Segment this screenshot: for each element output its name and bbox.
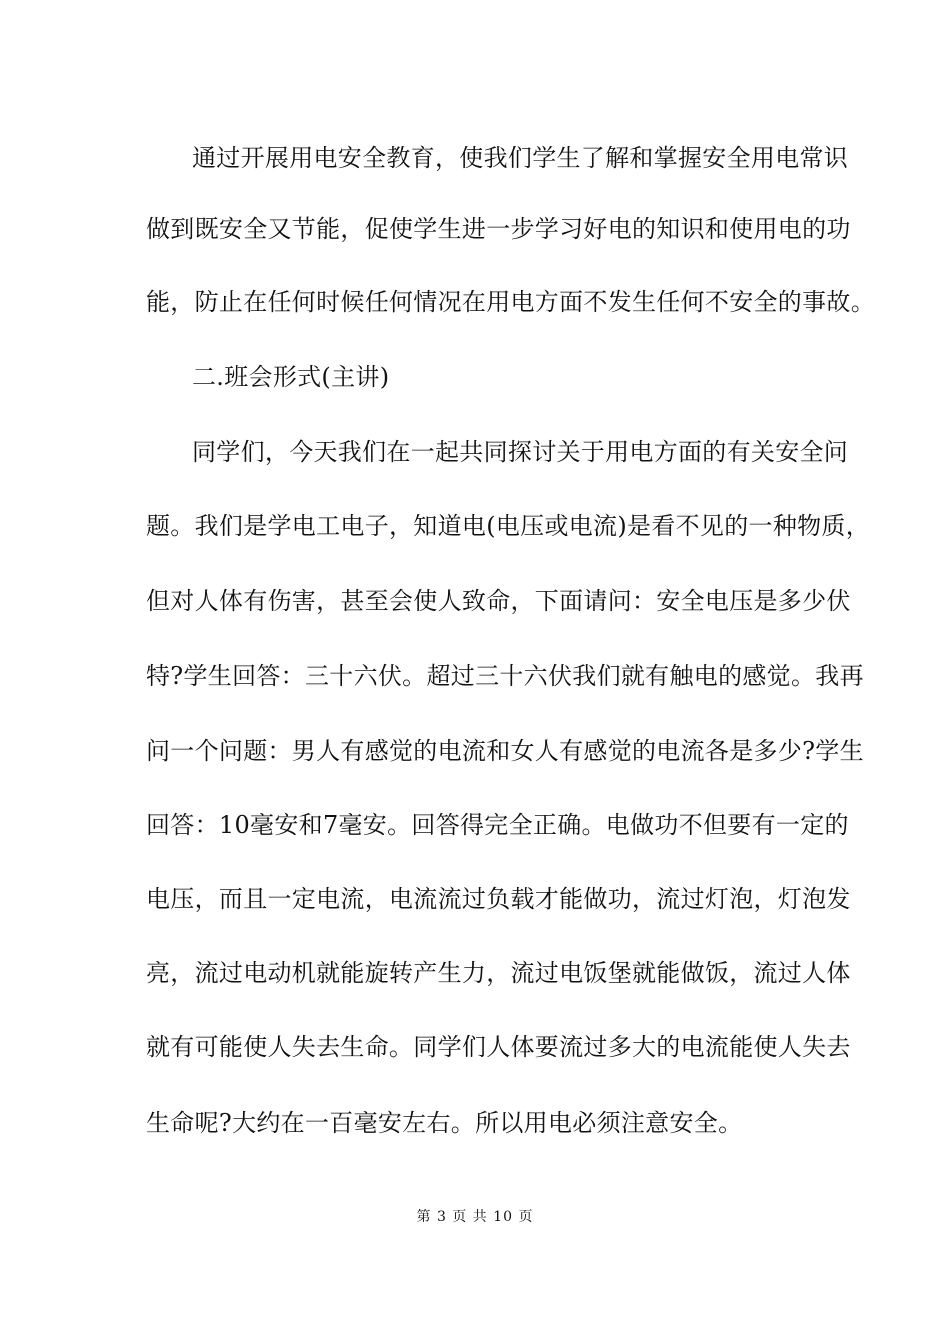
- paragraph-1-line-2: 做到既安全又节能，促使学生进一步学习好电的知识和使用电的功: [146, 215, 851, 243]
- paragraph-2-line-5: 问一个问题：男人有感觉的电流和女人有感觉的电流各是多少?学生: [146, 737, 864, 765]
- paragraph-1-line-1: 通过开展用电安全教育，使我们学生了解和掌握安全用电常识: [192, 144, 849, 172]
- paragraph-2-line-1: 同学们，今天我们在一起共同探讨关于用电方面的有关安全问: [192, 438, 849, 466]
- paragraph-2-line-4: 特?学生回答：三十六伏。超过三十六伏我们就有触电的感觉。我再: [146, 662, 864, 690]
- paragraph-2-line-8: 亮，流过电动机就能旋转产生力，流过电饭堡就能做饭，流过人体: [146, 959, 851, 987]
- paragraph-2-line-7: 电压，而且一定电流，电流流过负载才能做功，流过灯泡，灯泡发: [146, 885, 851, 913]
- paragraph-1-line-3: 能，防止在任何时候任何情况在用电方面不发生任何不安全的事故。: [146, 288, 875, 316]
- page-number-footer: 第 3 页 共 10 页: [416, 1209, 534, 1225]
- paragraph-2-line-10: 生命呢?大约在一百毫安左右。所以用电必须注意安全。: [146, 1109, 743, 1137]
- paragraph-2-line-2: 题。我们是学电工电子，知道电(电压或电流)是看不见的一种物质，: [146, 512, 871, 540]
- paragraph-2-line-6: 回答：10毫安和7毫安。回答得完全正确。电做功不但要有一定的: [146, 811, 849, 839]
- paragraph-2-line-9: 就有可能使人失去生命。同学们人体要流过多大的电流能使人失去: [146, 1033, 851, 1061]
- section-heading: 二.班会形式(主讲): [192, 363, 390, 391]
- paragraph-2-line-3: 但对人体有伤害，甚至会使人致命，下面请问：安全电压是多少伏: [146, 587, 851, 615]
